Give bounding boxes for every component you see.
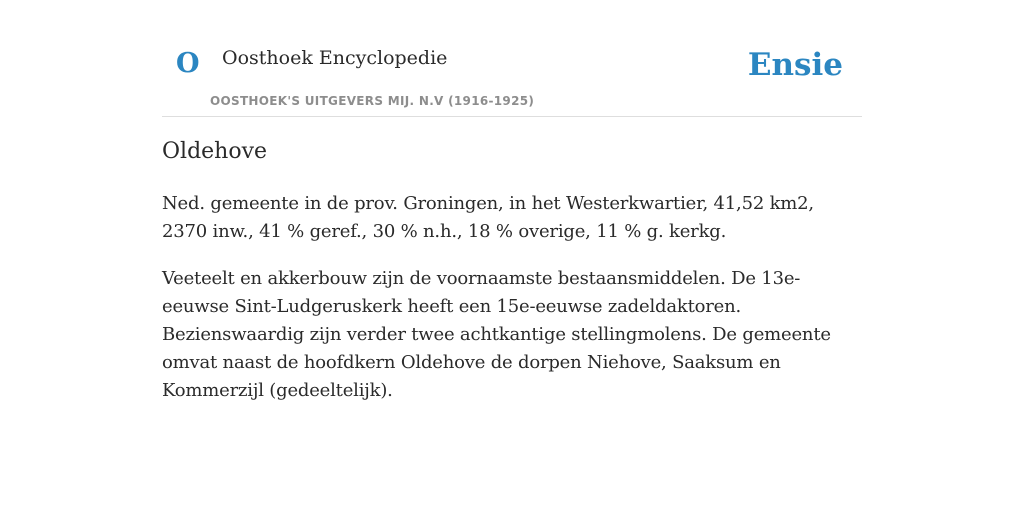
article: [162, 138, 862, 424]
article-title: Oldehove: [162, 139, 268, 164]
encyclopedia-header: [162, 0, 862, 117]
encyclopedia-title-link[interactable]: Oosthoek Encyclopedie: [222, 47, 448, 69]
publisher-label: OOSTHOEK'S UITGEVERS MIJ. N.V (1916-1925): [210, 94, 535, 108]
article-paragraph: Ned. gemeente in de prov. Groningen, in het Westerkwartier, 41,52 km2, 2370 inw., 41 % geref., 30 % n.h., 18 % overige, 11 % g. kerkg.: [162, 192, 814, 242]
ensie-logo-link[interactable]: Ensie: [747, 47, 843, 83]
article-paragraph: Veeteelt en akkerbouw zijn de voornaamste bestaansmiddelen. De 13e-eeuwse Sint-Ludgeruskerk heeft een 15e-eeuwse zadeldaktoren. Bezienswaardig zijn verder twee achtkantige stellingmolens. De gemeente omvat naast de hoofdkern Oldehove de dorpen Niehove, Saaksum en Kommerzijl (gedeeltelijk).: [162, 267, 831, 401]
letter-index-link[interactable]: O: [176, 48, 200, 79]
